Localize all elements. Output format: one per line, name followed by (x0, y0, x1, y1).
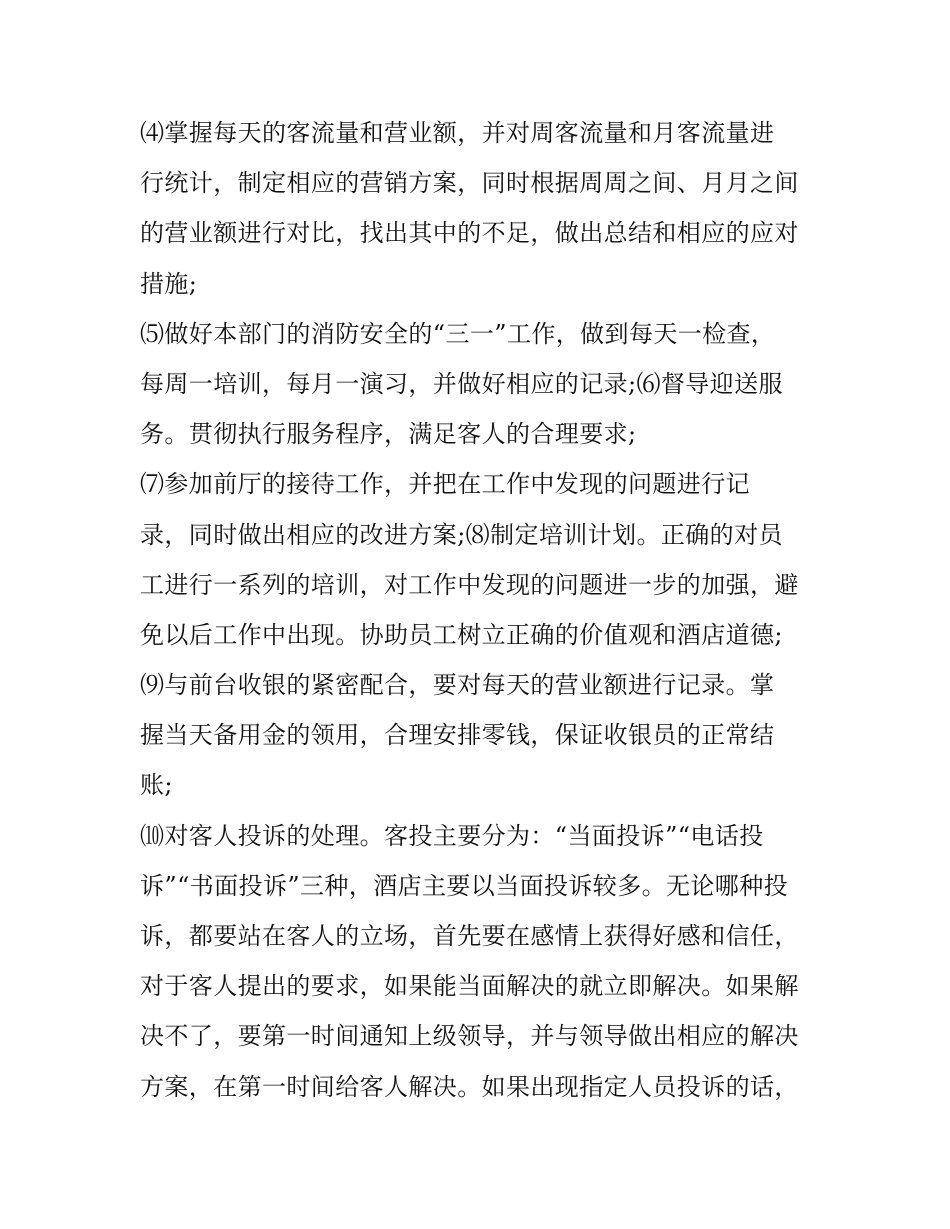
text-line: 诉，都要站在客人的立场，首先要在感情上获得好感和信任， (140, 922, 799, 950)
text-line: 账; (140, 771, 173, 800)
text-line: ⑽对客人投诉的处理。客投主要分为：“当面投诉”“电话投 (140, 821, 764, 850)
text-line: 行统计，制定相应的营销方案，同时根据周周之间、月月之间 (140, 169, 799, 198)
text-line: 录，同时做出相应的改进方案;⑻制定培训计划。正确的对员 (140, 520, 783, 549)
text-line: 对于客人提出的要求，如果能当面解决的就立即解决。如果解 (140, 972, 799, 1001)
text-line: 的营业额进行对比，找出其中的不足，做出总结和相应的应对 (140, 219, 799, 248)
text-line: 诉”“书面投诉”三种，酒店主要以当面投诉较多。无论哪种投 (140, 871, 789, 900)
text-line: 方案，在第一时间给客人解决。如果出现指定人员投诉的话， (140, 1072, 799, 1101)
text-line: 务。贯彻执行服务程序，满足客人的合理要求; (140, 420, 637, 449)
text-line: ⑼与前台收银的紧密配合，要对每天的营业额进行记录。掌 (140, 671, 775, 700)
text-line: 免以后工作中出现。协助员工树立正确的价值观和酒店道德; (140, 620, 783, 649)
text-line: ⑷掌握每天的客流量和营业额，并对周客流量和月客流量进 (140, 119, 775, 147)
text-line: 措施; (140, 269, 198, 298)
body-text (140, 108, 820, 1112)
text-line: 每周一培训，每月一演习，并做好相应的记录;⑹督导迎送服 (140, 369, 783, 398)
text-line: 握当天备用金的领用，合理安排零钱，保证收银员的正常结 (140, 721, 775, 750)
text-line: ⑺参加前厅的接待工作，并把在工作中发现的问题进行记 (140, 470, 750, 499)
text-line: 工进行一系列的培训，对工作中发现的问题进一步的加强，避 (140, 570, 799, 599)
text-line: ⑸做好本部门的消防安全的“三一”工作，做到每天一检查， (140, 319, 776, 348)
text-line: 决不了，要第一时间通知上级领导，并与领导做出相应的解决 (140, 1022, 799, 1051)
